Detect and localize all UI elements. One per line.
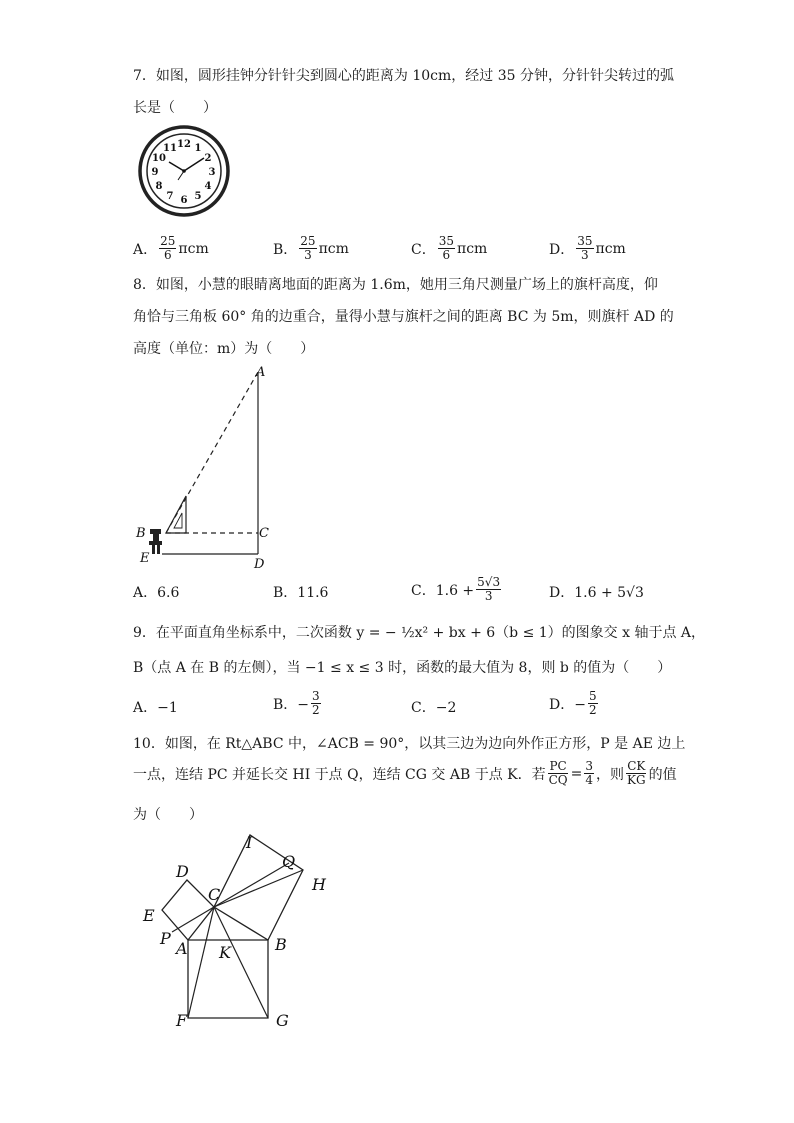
q9-text-line1: 9．在平面直角坐标系中，二次函数 y = − ½x² + bx + 6（b ≤ 1）的图象交 x 轴于点 A，: [133, 625, 706, 641]
q7-text-line2: 长是（ ）: [133, 100, 217, 116]
q9-option-d[interactable]: D．− $\frac{5}{2}$: [549, 689, 597, 717]
clock-num-9: 9: [151, 167, 159, 178]
q7-option-a[interactable]: A． $\frac{25}{6}$ πcm: [133, 234, 209, 262]
label-e: E: [140, 551, 150, 566]
q8-option-a[interactable]: A．6.6: [133, 585, 180, 601]
label-e: E: [143, 906, 155, 925]
person-icon: [149, 529, 162, 554]
q7-option-c[interactable]: C． $\frac{35}{6}$ πcm: [411, 234, 488, 262]
label-a: A: [256, 365, 266, 380]
q8-option-d[interactable]: D．1.6 + 5√3: [549, 585, 644, 601]
label-q: Q: [282, 852, 296, 871]
clock-num-10: 10: [152, 153, 166, 164]
label-p: P: [160, 929, 171, 948]
clock-figure: [136, 125, 232, 217]
squares-figure: [130, 830, 340, 1035]
set-square-icon: [166, 496, 186, 533]
label-f: F: [176, 1011, 188, 1030]
q9-option-c[interactable]: C．−2: [411, 700, 457, 716]
clock-num-7: 7: [166, 191, 174, 202]
clock-num-6: 6: [180, 195, 188, 206]
q10-text-line3: 为（ ）: [133, 807, 203, 823]
clock-num-3: 3: [208, 167, 216, 178]
clock-num-12: 12: [177, 139, 191, 150]
q7-option-d[interactable]: D． $\frac{35}{3}$ πcm: [549, 234, 626, 262]
q8-option-b[interactable]: B．11.6: [273, 585, 329, 601]
label-c: C: [208, 885, 221, 904]
q10-text-line2: 一点，连结 PC 并延长交 HI 于点 Q，连结 CG 交 AB 于点 K．若 $\frac{PC}{CQ}$ = $\frac{3}{4}$ ，则 $\frac{CK}{KG}$ 的值: [133, 759, 677, 787]
q9-option-a[interactable]: A．−1: [133, 700, 178, 716]
q8-option-c[interactable]: C．1.6 + $\frac{5√3}{3}$: [411, 575, 501, 603]
q8-text-line2: 角恰与三角板 60° 角的边重合，量得小慧与旗杆之间的距离 BC 为 5m，则旗杆 AD 的: [133, 309, 674, 325]
label-a: A: [176, 939, 188, 958]
label-b: B: [136, 526, 146, 541]
label-h: H: [312, 875, 326, 894]
q8-text-line3: 高度（单位：m）为（ ）: [133, 341, 315, 357]
q7-option-b[interactable]: B． $\frac{25}{3}$ πcm: [273, 234, 349, 262]
label-c: C: [259, 526, 269, 541]
q10-text-line1: 10．如图，在 Rt△ABC 中，∠ACB = 90°，以其三边为边向外作正方形，P 是 AE 边上: [133, 736, 686, 752]
clock-num-5: 5: [194, 191, 202, 202]
flagpole-figure: [130, 362, 280, 572]
q8-text-line1: 8．如图，小慧的眼睛离地面的距离为 1.6m，她用三角尺测量广场上的旗杆高度，仰: [133, 277, 658, 293]
label-b: B: [275, 935, 287, 954]
label-i: I: [246, 833, 253, 852]
q7-text-line1: 7．如图，圆形挂钟分针针尖到圆心的距离为 10cm，经过 35 分钟，分针针尖转过的弧: [133, 68, 675, 84]
label-k: K: [219, 943, 231, 962]
label-d: D: [176, 862, 189, 881]
label-g: G: [276, 1011, 289, 1030]
clock-num-11: 11: [163, 143, 177, 154]
clock-num-1: 1: [194, 143, 202, 154]
q9-text-line2: B（点 A 在 B 的左侧），当 −1 ≤ x ≤ 3 时，函数的最大值为 8，则 b 的值为（ ）: [133, 660, 672, 676]
clock-num-4: 4: [204, 181, 212, 192]
clock-num-2: 2: [204, 153, 212, 164]
q9-option-b[interactable]: B．− $\frac{3}{2}$: [273, 689, 320, 717]
label-d: D: [254, 557, 265, 572]
clock-num-8: 8: [155, 181, 163, 192]
